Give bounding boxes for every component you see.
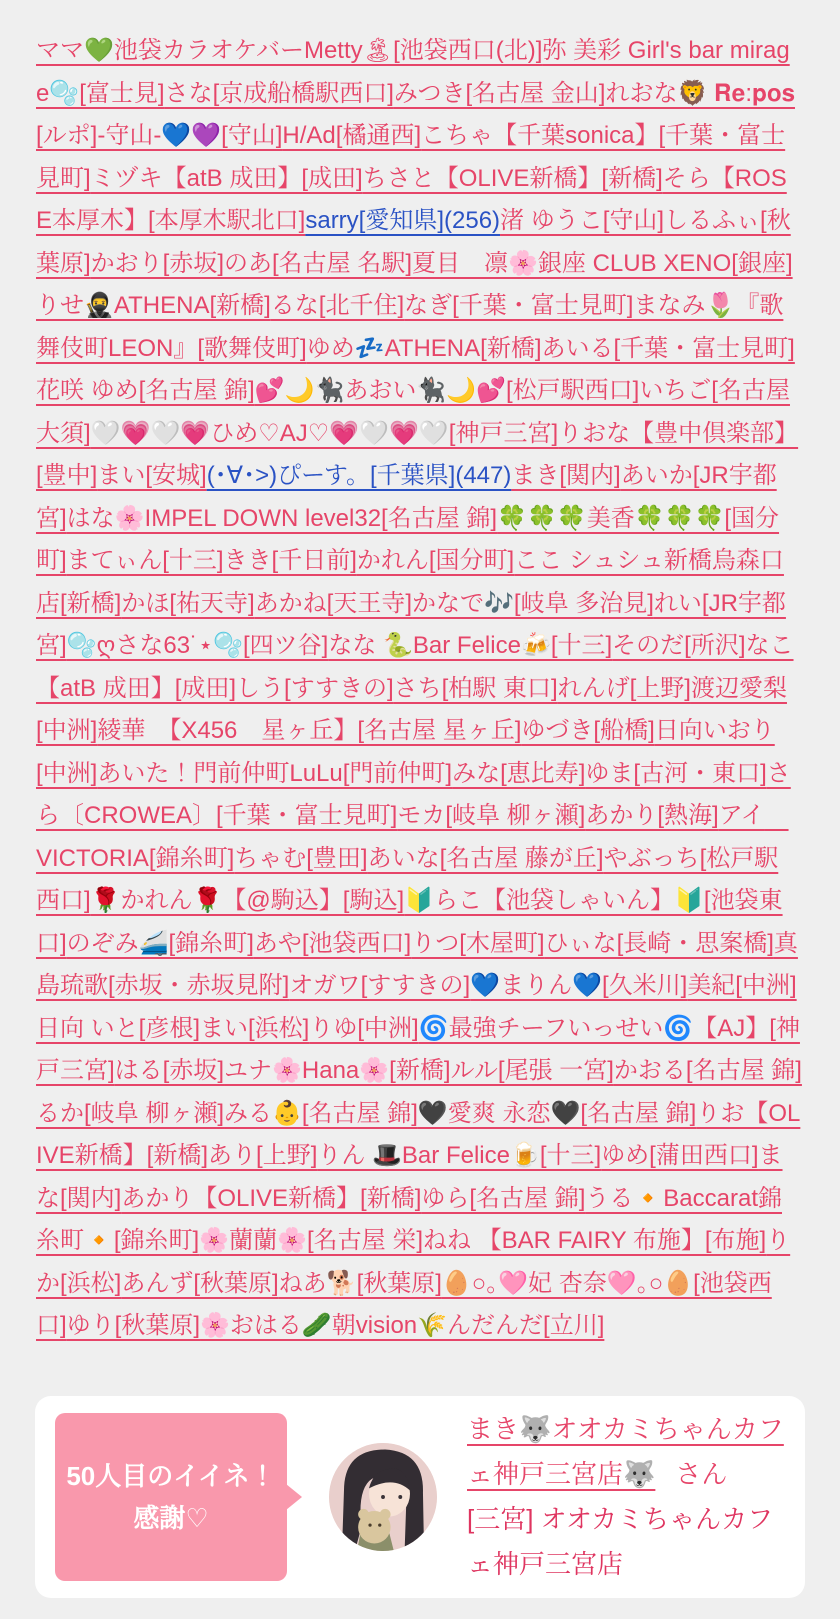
honorific-label: さん: [675, 1458, 728, 1489]
listing-link[interactable]: れおな🦁 𝐑𝐞:𝐩𝐨𝐬[ルポ]-守山-💙💜[守山]: [36, 79, 795, 149]
listing-link[interactable]: ゆり[秋葉原]: [66, 1312, 201, 1339]
listing-link[interactable]: いちご[名古屋 大須]: [36, 377, 790, 447]
listing-link[interactable]: ちさと【OLIVE新橋】[新橋]: [362, 164, 663, 192]
listing-link[interactable]: あいか[JR宇都宮]: [36, 462, 777, 532]
listing-link[interactable]: 渡辺愛梨[中洲]: [36, 674, 787, 744]
listing-link[interactable]: 🤍💗🤍💗ひめ♡AJ♡💗🤍💗🤍[神戸三宮]: [90, 419, 559, 447]
listing-link[interactable]: まてぃん[十三]: [66, 547, 224, 574]
listing-link[interactable]: りゆ[中洲]: [309, 1014, 419, 1042]
listing-link[interactable]: そのだ[所沢]: [612, 632, 746, 659]
listing-link[interactable]: りつ[木屋町]: [411, 929, 545, 957]
listing-link[interactable]: 日向いおり[中洲]: [36, 717, 775, 787]
listing-link[interactable]: そら【ROSE本厚木】[本厚木駅北口]: [36, 164, 787, 234]
listing-link[interactable]: ひぃな[長崎・思案橋]: [544, 929, 774, 957]
listing-link[interactable]: まなみ🌷『歌舞伎町LEON』[歌舞伎町]: [36, 292, 784, 362]
listing-link[interactable]: しう[すすきの]: [236, 674, 394, 702]
listing-link[interactable]: 🌸蘭蘭🌸[名古屋 栄]: [199, 1227, 423, 1254]
milestone-speech-bubble: [55, 1413, 287, 1581]
listing-link[interactable]: ねあ🐕[秋葉原]: [278, 1269, 442, 1297]
listing-link[interactable]: さち[柏駅 東口]: [393, 674, 558, 702]
listing-link[interactable]: るな[北千住]: [270, 292, 405, 319]
profile-text-block: [467, 1407, 785, 1587]
listing-link[interactable]: 美紀[中洲]: [687, 972, 797, 999]
listing-link[interactable]: ゆら[名古屋 錦]: [421, 1184, 586, 1212]
listing-link[interactable]: うる🔸Baccarat錦糸町🔸[錦糸町]: [36, 1184, 782, 1254]
listing-link[interactable]: 🥚○｡🩷妃 杏奈🩷｡○🥚[池袋西口]: [36, 1269, 772, 1339]
listing-link[interactable]: まき[関内]: [511, 462, 621, 489]
listing-link[interactable]: れんげ[上野]: [557, 674, 691, 702]
listing-link[interactable]: ねね 【BAR FAIRY 布施】[布施]: [423, 1227, 767, 1254]
listing-link[interactable]: 💕🌙🐈‍⬛あおい🐈‍⬛🌙💕[松戸駅西口]: [254, 377, 640, 404]
listing-link[interactable]: モカ[岐阜 柳ヶ瀬]: [397, 802, 586, 829]
listing-link[interactable]: 🍀🍀🍀美香🍀🍀🍀[国分町]: [36, 504, 780, 574]
listing-link[interactable]: ゆま[古河・東口]: [585, 759, 767, 787]
listing-link[interactable]: りおな【豊中倶楽部】[豊中]: [36, 419, 799, 489]
listing-link[interactable]: しるふぃ[秋葉原]: [36, 207, 791, 277]
listing-link[interactable]: まい[浜松]: [200, 1014, 310, 1042]
girl-with-plush-photo-placeholder: [329, 1443, 437, 1551]
milestone-text-line1: 50人目のイイネ！: [66, 1460, 276, 1491]
listing-link[interactable]: のぞみ🚄[錦糸町]: [66, 929, 254, 957]
listing-link[interactable]: あいた！門前仲町LuLu[門前仲町]: [97, 759, 453, 787]
listing-link[interactable]: 🔰らこ【池袋しゃいん】🔰[池袋東口]: [36, 887, 783, 957]
listing-link[interactable]: 💙まりん💙[久米川]: [470, 972, 688, 999]
listing-link[interactable]: あかね[天王寺]: [254, 589, 413, 617]
listing-link[interactable]: あいな[名古屋 藤が丘]: [367, 844, 604, 872]
listing-link[interactable]: さな[京成船橋駅西口]: [164, 79, 394, 107]
listing-feed: [0, 24, 840, 1348]
listing-link[interactable]: ゆめ💤ATHENA[新橋]: [306, 334, 542, 362]
listing-link[interactable]: まい[安城]: [97, 462, 207, 489]
listing-link[interactable]: ちゃむ[豊田]: [234, 844, 368, 872]
listing-link[interactable]: さら〔CROWEA〕[千葉・富士見町]: [36, 759, 791, 829]
listing-link[interactable]: ゆめ[蒲田西口]: [601, 1142, 759, 1169]
listing-link[interactable]: のあ[名古屋 名駅]: [224, 249, 413, 277]
listing-link[interactable]: みる👶[名古屋 錦]: [224, 1099, 418, 1127]
listing-link[interactable]: 真島琉歌[赤坂・赤坂見附]: [36, 929, 798, 999]
listing-link[interactable]: みな[恵比寿]: [452, 759, 586, 787]
listing-link[interactable]: やぶっち[松戸駅西口]: [36, 844, 779, 914]
listing-link[interactable]: かほ[祐天寺]: [121, 589, 255, 617]
listing-link[interactable]: 🫧ღさな63˙⋆🫧[四ツ谷]: [66, 632, 329, 659]
listing-link[interactable]: 🌀最強チーフいっせい🌀【AJ】[神戸三宮]: [36, 1014, 800, 1084]
listing-link[interactable]: あんず[秋葉原]: [121, 1269, 279, 1297]
listing-link[interactable]: アイ VICTORIA[錦糸町]: [36, 802, 789, 872]
listing-link[interactable]: りせ🥷ATHENA[新橋]: [36, 292, 271, 319]
listing-link[interactable]: あいる[千葉・富士見町]: [541, 334, 795, 362]
listing-link[interactable]: あや[池袋西口]: [253, 929, 412, 957]
listing-link[interactable]: こちゃ【千葉sonica】[千葉・富士見町]: [36, 122, 786, 192]
like-milestone-card: [35, 1396, 805, 1598]
listing-link[interactable]: なこ【atB 成田】[成田]: [36, 632, 794, 702]
listing-link[interactable]: みつき[名古屋 金山]: [393, 79, 606, 107]
listing-link[interactable]: なな 🐍Bar Felice🍻[十三]: [328, 632, 613, 659]
listing-link[interactable]: るか[岐阜 柳ヶ瀬]: [36, 1099, 225, 1127]
listing-link[interactable]: あり[上野]: [208, 1142, 318, 1169]
listing-link[interactable]: かれん[国分町]: [356, 547, 515, 574]
listing-link[interactable]: かおる[名古屋 錦]: [613, 1057, 802, 1084]
listing-link[interactable]: 🖤愛爽 永恋🖤[名古屋 錦]: [417, 1099, 697, 1127]
listing-link[interactable]: あかり【OLIVE新橋】[新橋]: [121, 1184, 422, 1212]
listing-link[interactable]: かおり[赤坂]: [90, 249, 225, 277]
listing-link[interactable]: (･∀･>)ぴーす。[千葉県](447): [206, 462, 512, 489]
listing-link[interactable]: 弥 美彩 Girl's bar mirage🫧[富士見]: [36, 37, 790, 107]
listing-link[interactable]: 渚 ゆうこ[守山]: [500, 207, 665, 234]
listing-link[interactable]: りか[浜松]: [36, 1227, 791, 1297]
listing-link[interactable]: ここ シュシュ新橋烏森口店[新橋]: [36, 547, 784, 617]
listing-link[interactable]: 夏目 凛🌸銀座 CLUB XENO[銀座]: [412, 249, 793, 277]
listing-link[interactable]: H/Ad[橘通西]: [282, 122, 422, 149]
listing-link[interactable]: 綾華 【X456 星ヶ丘】[名古屋 星ヶ丘]: [97, 717, 522, 744]
listing-link[interactable]: ママ💚池袋カラオケバーMetty🏝[池袋西口(北)]: [36, 37, 543, 64]
listing-link[interactable]: 花咲 ゆめ[名古屋 錦]: [36, 377, 255, 404]
listing-link[interactable]: 日向 いと[彦根]: [36, 1014, 201, 1042]
listing-link[interactable]: かなで🎶[岐阜 多治見]: [412, 589, 654, 617]
listing-link[interactable]: りお【OLIVE新橋】[新橋]: [36, 1099, 801, 1169]
listing-link[interactable]: なぎ[千葉・富士見町]: [404, 292, 634, 319]
listing-link[interactable]: ゆづき[船橋]: [521, 717, 655, 744]
listing-link[interactable]: sarry[愛知県](256): [305, 207, 501, 234]
listing-link[interactable]: れい[JR宇都宮]: [36, 589, 786, 659]
milestone-text-line2: 感謝♡: [133, 1502, 209, 1533]
profile-venue-label: [三宮] オオカミちゃんカフェ神戸三宮店: [467, 1503, 774, 1579]
listing-link[interactable]: はる[赤坂]: [114, 1057, 225, 1084]
listing-link[interactable]: あかり[熱海]: [585, 802, 719, 829]
listing-link[interactable]: 🌹かれん🌹【@駒込】[駒込]: [90, 887, 405, 914]
listing-link[interactable]: はな🌸IMPEL DOWN level32[名古屋 錦]: [66, 504, 498, 532]
listing-link[interactable]: オガワ[すすきの]: [289, 972, 471, 999]
listing-link[interactable]: まな[関内]: [36, 1142, 783, 1212]
profile-name-link[interactable]: まき🐺オオカミちゃんカフェ神戸三宮店🐺: [467, 1413, 784, 1489]
listing-link[interactable]: きき[千日前]: [223, 547, 357, 574]
listing-link[interactable]: ミヅキ【atB 成田】[成田]: [90, 164, 363, 192]
listing-link[interactable]: ユナ🌸Hana🌸[新橋]: [224, 1057, 451, 1084]
listing-link[interactable]: ルル[尾張 一宮]: [450, 1057, 614, 1084]
listing-link[interactable]: りん 🎩Bar Felice🍺[十三]: [317, 1142, 602, 1169]
listing-link[interactable]: 🌸おはる🥒朝vision🌾んだんだ[立川]: [200, 1312, 605, 1339]
avatar[interactable]: [329, 1443, 437, 1551]
